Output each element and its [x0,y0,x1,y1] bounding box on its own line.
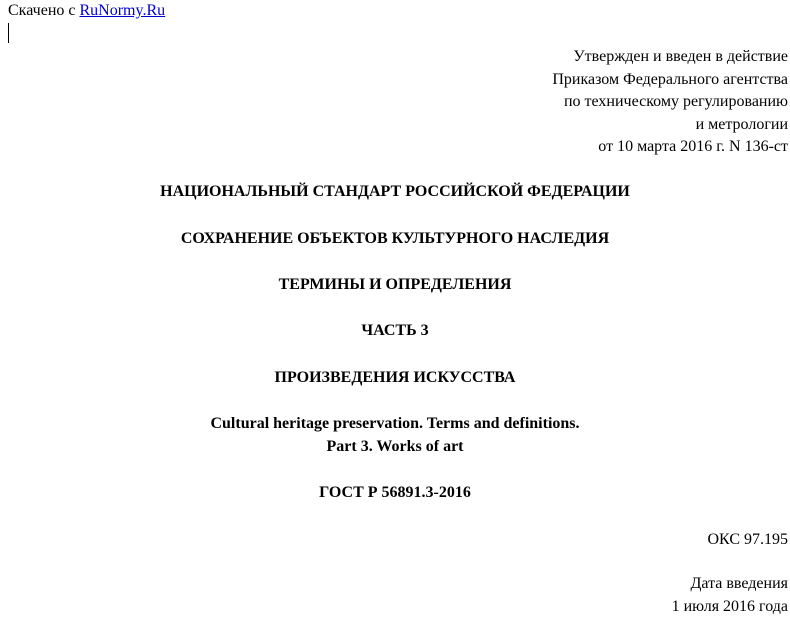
heritage-title: СОХРАНЕНИЕ ОБЪЕКТОВ КУЛЬТУРНОГО НАСЛЕДИЯ [180,230,610,247]
part-title: ЧАСТЬ 3 [361,322,429,339]
works-title: ПРОИЗВЕДЕНИЯ ИСКУССТВА [274,369,516,386]
english-title-line2: Part 3. Works of art [326,438,464,455]
introduction-label: Дата введения [690,575,788,592]
approval-line: от 10 марта 2016 г. N 136-ст [598,138,788,156]
source-link[interactable]: RuNormy.Ru [79,2,166,19]
introduction-date: 1 июля 2016 года [671,597,788,615]
approval-line: по техническому регулированию [563,93,788,111]
oks-code: ОКС 97.195 [707,531,788,548]
national-standard-title: НАЦИОНАЛЬНЫЙ СТАНДАРТ РОССИЙСКОЙ ФЕДЕРАЦИИ [160,183,630,200]
approval-line: Приказом Федерального агентства [552,70,788,88]
gost-number: ГОСТ Р 56891.3-2016 [319,484,471,501]
source-line [8,1,165,21]
introduction-date-block [672,573,788,618]
approval-line: и метрологии [695,115,788,133]
source-prefix: Скачено с [8,2,80,19]
approval-block [552,46,788,159]
terms-title: ТЕРМИНЫ И ОПРЕДЕЛЕНИЯ [278,276,512,293]
approval-line: Утвержден и введен в действие [573,48,788,65]
text-cursor [8,23,9,43]
english-title-line1: Cultural heritage preservation. Terms and definitions. [210,415,580,432]
